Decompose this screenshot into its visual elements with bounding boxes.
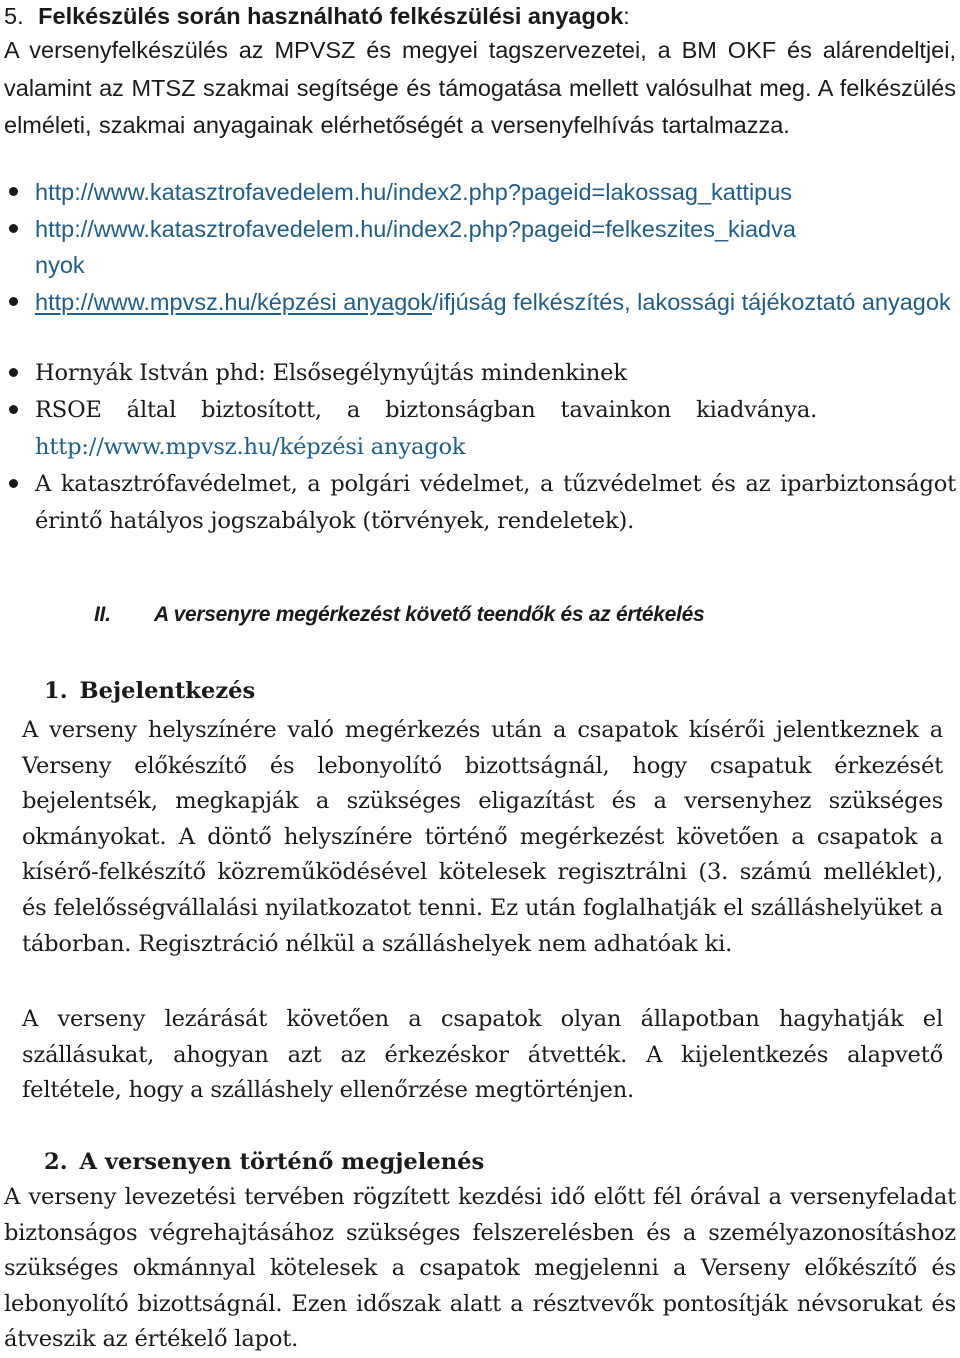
checkin-paragraph-2: A verseny lezárását követően a csapatok olyan állapotban hagyhatják el szállásukat, ahogyan azt az érkezéskor átvették. A kijelentkezés alapvető feltétele, hogy a szálláshely ellenőrzése megtörténjen. — [22, 1006, 943, 1103]
subsection-2-heading — [44, 1144, 484, 1180]
appearance-paragraph: A verseny levezetési tervében rögzített kezdési idő előtt fél órával a versenyfeladat biztonságos végrehajtásához szükséges felszerelésben és a személyazonosításhoz szükséges okmánnyal kötelesek a csapatok megjelenni a Verseny előkészítő és lebonyolító bizottságnál. Ezen időszak alatt a résztvevők pontosítják névsorukat és átveszik az értékelő lapot. — [4, 1184, 956, 1353]
list-item — [35, 211, 955, 284]
list-item — [35, 284, 955, 321]
bullet-icon — [9, 405, 18, 414]
bullet-icon — [9, 297, 18, 306]
rsoe-publication: RSOE által biztosított, a biztonságban tavainkon kiadványa. — [35, 397, 818, 423]
checkin-paragraph-1: A verseny helyszínére való megérkezés után a csapatok kísérői jelentkeznek a Verseny előkészítő és lebonyolító bizottságnál, hogy csapatuk érkezését bejelentsék, megkapják a szükséges eligazítást és a versenyhez szükséges okmányokat. A döntő helyszínére történő megérkezést követően a csapatok a kísérő-felkészítő közreműködésével kötelesek regisztrálni (3. számú melléklet), és felelősségvállalási nyilatkozatot tenni. Ez után foglalhatják el szálláshelyüket a táborban. Regisztráció nélkül a szálláshelyek nem adhatóak ki. — [22, 717, 943, 957]
section-5-heading — [4, 0, 956, 34]
section-number: 5. — [4, 3, 24, 29]
list-item — [35, 174, 955, 211]
link-line: http://www.katasztrofavedelem.hu/index2.php?pageid=felkeszites_kiadva — [35, 215, 796, 242]
bullet-icon — [9, 224, 18, 233]
link-description: /ifjúság felkészítés, lakossági tájékoztató anyagok — [432, 288, 951, 315]
section-5-intro: A versenyfelkészülés az MPVSZ és megyei tagszervezetei, a BM OKF és alárendeltjei, valamint az MTSZ szakmai segítsége és támogatása mellett valósulhat meg. A felkészülés elméleti, szakmai anyagainak elérhetőségét a versenyfelhívás tartalmazza. — [4, 37, 956, 138]
subsection-number: 1. — [44, 678, 68, 704]
link-felkeszites-kiadvanyok[interactable] — [35, 211, 955, 284]
link-mpvsz-kepzesi-anyagok[interactable]: http://www.mpvsz.hu/képzési anyagok — [35, 288, 433, 315]
first-aid-reference: Hornyák István phd: Elsősegélynyújtás mindenkinek — [35, 360, 627, 386]
legislation-reference: A katasztrófavédelmet, a polgári védelmet, a tűzvédelmet és az iparbiztonságot érintő hatályos jogszabályok (törvények, rendeletek). — [35, 471, 956, 534]
link-lakossag-kattipus[interactable]: http://www.katasztrofavedelem.hu/index2.php?pageid=lakossag_kattipus — [35, 179, 793, 205]
list-item — [35, 355, 956, 392]
link-mpvsz-rsoe[interactable]: http://www.mpvsz.hu/képzési anyagok — [35, 434, 466, 460]
list-item — [35, 392, 956, 466]
chapter-title: A versenyre megérkezést követő teendők és az értékelés — [154, 603, 705, 626]
link-line: nyok — [35, 252, 85, 278]
bullet-icon — [9, 368, 18, 377]
bullet-icon — [9, 187, 18, 196]
section-title-colon: : — [623, 3, 630, 29]
subsection-1-heading — [44, 673, 255, 709]
materials-list-continued — [35, 355, 956, 540]
bullet-icon — [9, 479, 18, 488]
chapter-2-heading — [94, 600, 954, 630]
materials-list — [35, 174, 955, 320]
section-title: Felkészülés során használható felkészülési anyagok — [38, 3, 624, 29]
subsection-number: 2. — [44, 1149, 68, 1175]
chapter-numeral: II. — [94, 603, 111, 626]
subsection-title: Bejelentkezés — [79, 678, 256, 704]
list-item — [35, 466, 956, 540]
subsection-title: A versenyen történő megjelenés — [79, 1149, 485, 1175]
